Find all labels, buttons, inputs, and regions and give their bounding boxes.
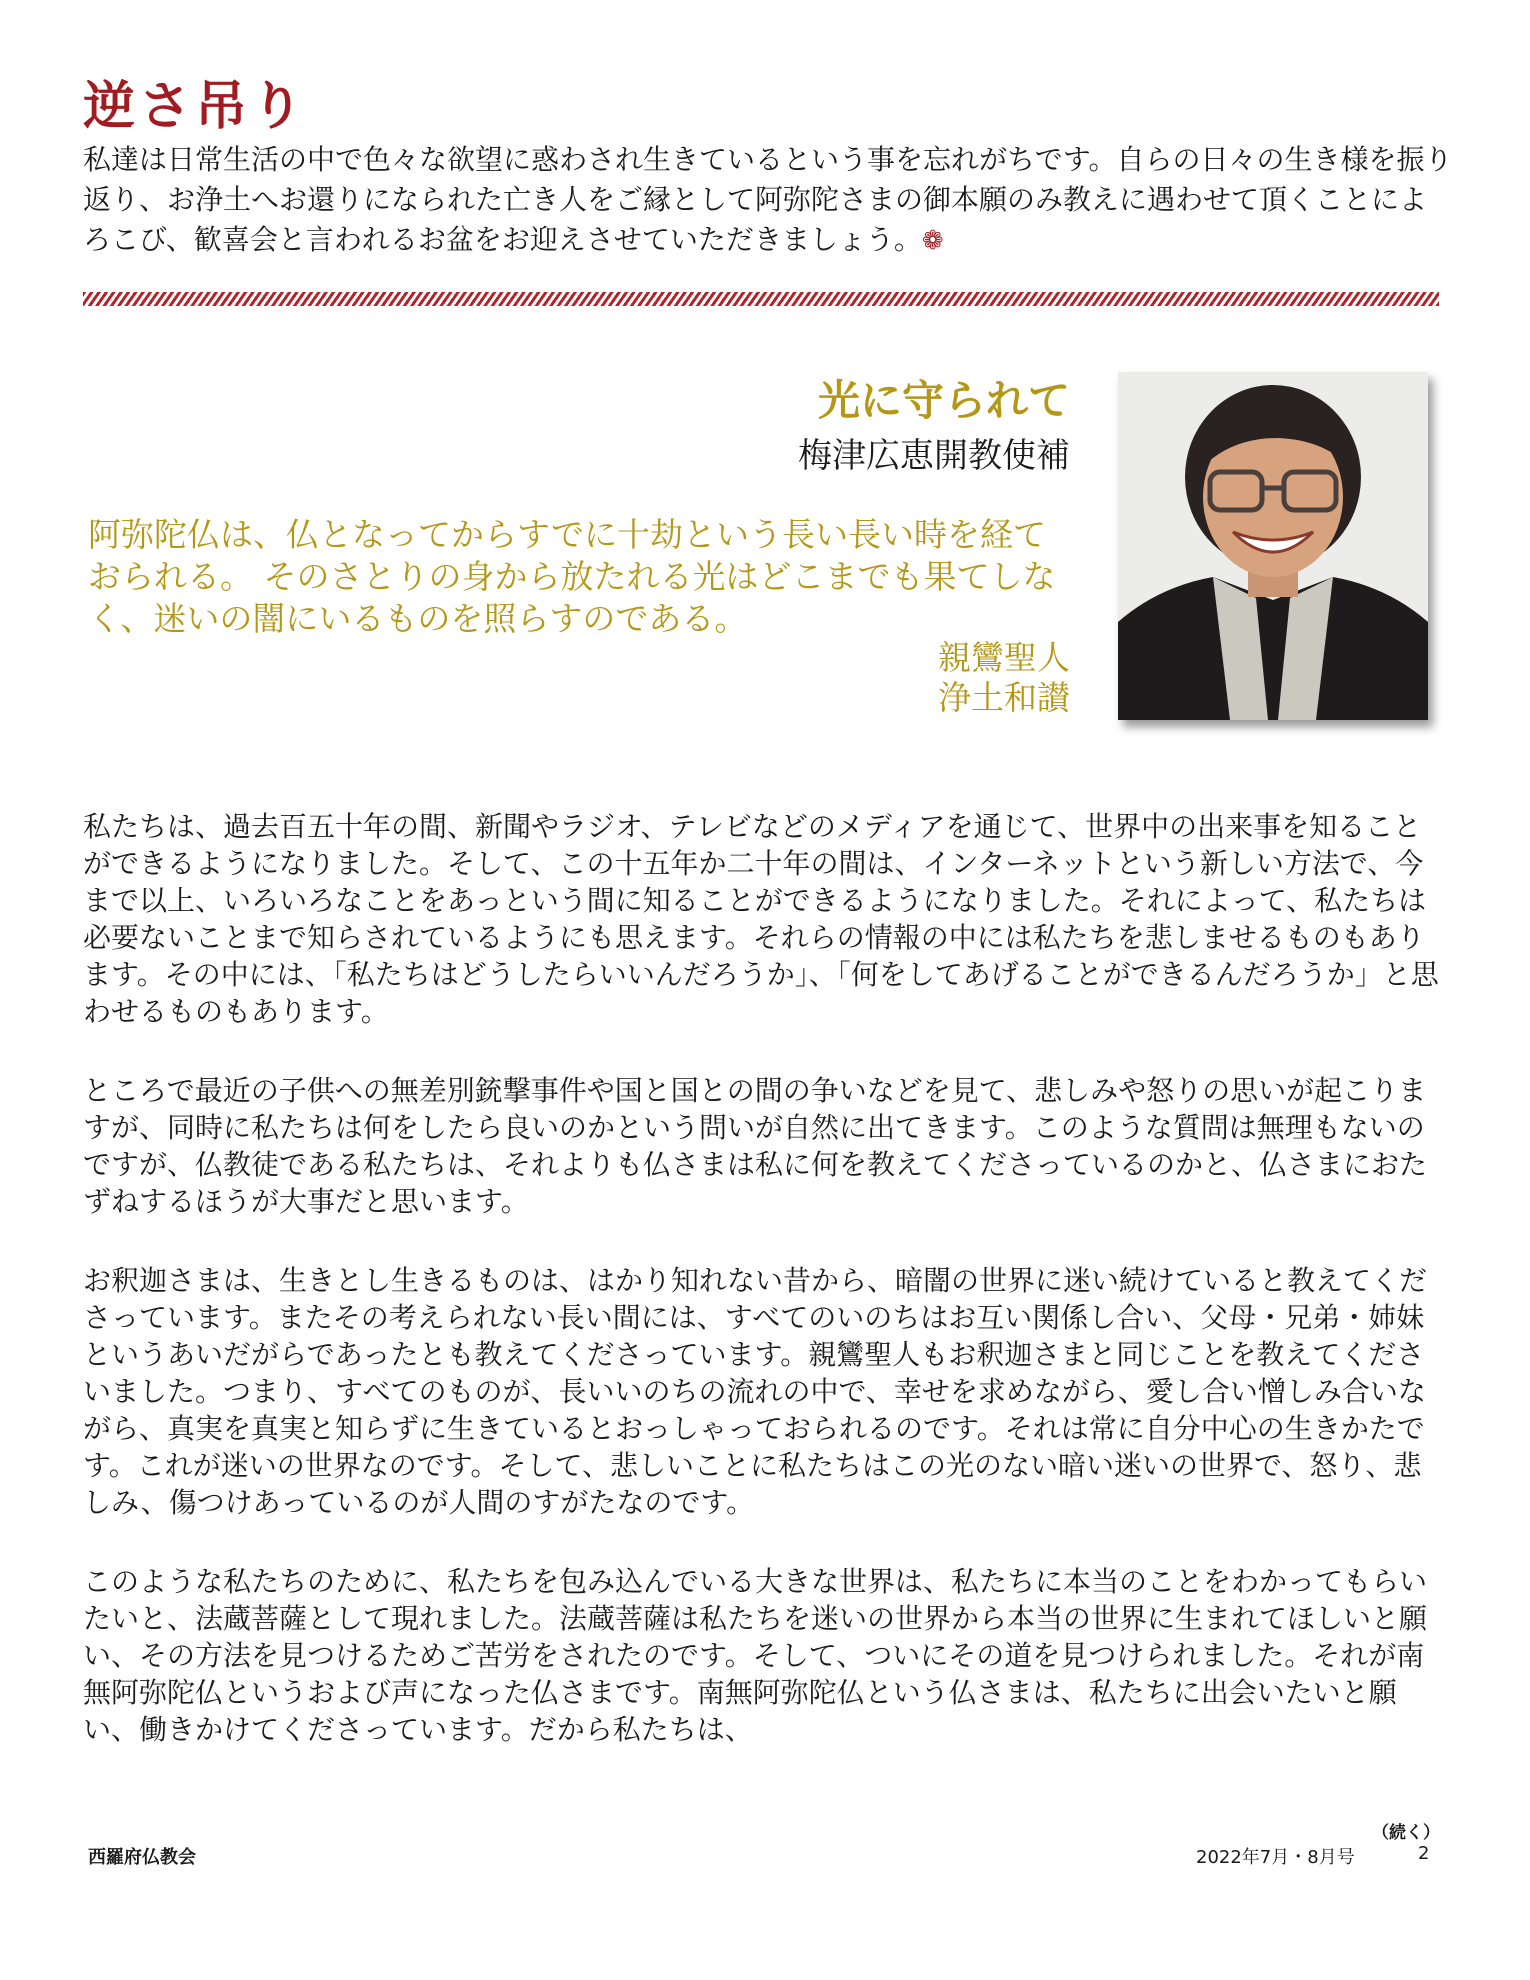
flower-icon: ❁ (921, 226, 944, 256)
footer-issue-date: 2022年7月・8月号 (1196, 1847, 1355, 1868)
quote-source-work: 浄土和讃 (938, 678, 1070, 717)
section-divider (83, 292, 1439, 306)
body-paragraph: このような私たちのために、私たちを包み込んでいる大きな世界は、私たちに本当のことをわかってもらいたいと、法蔵菩薩として現れました。法蔵菩薩は私たちを迷いの世界から本当の世界に生まれてほしいと願い、その方法を見つけるためご苦労をされたのです。そして、ついにその道を見つけられました。それが南無阿弥陀仏というおよび声になった仏さまです。南無阿弥陀仏という仏さまは、私たちに出会いたいと願い、働きかけてくださっています。だから私たちは、 (83, 1565, 1428, 1746)
footer-organization: 西羅府仏教会 (88, 1847, 196, 1868)
author-portrait (1118, 372, 1428, 720)
article-author: 梅津広恵開教使補 (798, 436, 1070, 476)
article-title: 光に守られて (817, 376, 1070, 425)
body-paragraph: 私たちは、過去百五十年の間、新聞やラジオ、テレビなどのメディアを通じて、世界中の出来事を知ることができるようになりました。そして、この十五年か二十年の間は、インターネットという新しい方法で、今まで以上、いろいろなことをあっという間に知ることができるようになりました。それによって、私たちは必要ないことまで知らされているようにも思えます。それらの情報の中には私たちを悲しませるものもあります。その中には、「私たちはどうしたらいいんだろうか」、「何をしてあげることができるんだろうか」と思わせるものもあります。 (83, 810, 1439, 1028)
quote-source (938, 638, 1070, 718)
body-paragraph: お釈迦さまは、生きとし生きるものは、はかり知れない昔から、暗闇の世界に迷い続けていると教えてくださっています。またその考えられない長い間には、すべてのいのちはお互い関係し合い、父母・兄弟・姉妹というあいだがらであったとも教えてくださっています。親鸞聖人もお釈迦さまと同じことを教えてくださいました。つまり、すべてのものが、長いいのちの流れの中で、幸せを求めながら、愛し合い憎しみ合いながら、真実を真実と知らずに生きているとおっしゃっておられるのです。それは常に自分中心の生きかたです。これが迷いの世界なのです。そして、悲しいことに私たちはこの光のない暗い迷いの世界で、怒り、悲しみ、傷つけあっているのが人間のすがたなのです。 (83, 1264, 1428, 1519)
continued-marker: （続く） (1372, 1823, 1440, 1843)
section-title: 逆さ吊り (83, 77, 308, 137)
body-paragraph: ところで最近の子供への無差別銃撃事件や国と国との間の争いなどを見て、悲しみや怒りの思いが起こりますが、同時に私たちは何をしたら良いのかという問いが自然に出てきます。このような質問は無理もないのですが、仏教徒である私たちは、それよりも仏さまは私に何を教えてくださっているのかと、仏さまにおたずねするほうが大事だと思います。 (83, 1074, 1428, 1218)
portrait-illustration (1118, 372, 1428, 720)
intro-paragraph (83, 140, 1453, 261)
quote-source-author: 親鸞聖人 (938, 638, 1070, 677)
page-number: 2 (1418, 1843, 1430, 1864)
intro-text: 私達は日常生活の中で色々な欲望に惑わされ生きているという事を忘れがちです。自らの日々の生き様を振り返り、お浄土へお還りになられた亡き人をご縁として阿弥陀さまの御本願のみ教えに遇わせて頂くことによろこび、歓喜会と言われるお盆をお迎えさせていただきましょう。 (83, 143, 1453, 256)
article-body (83, 808, 1448, 1790)
scripture-quote: 阿弥陀仏は、仏となってからすでに十劫という長い長い時を経ておられる。 そのさとりの身から放たれる光はどこまでも果てしなく、迷いの闇にいるものを照らすのである。 (88, 515, 1056, 638)
